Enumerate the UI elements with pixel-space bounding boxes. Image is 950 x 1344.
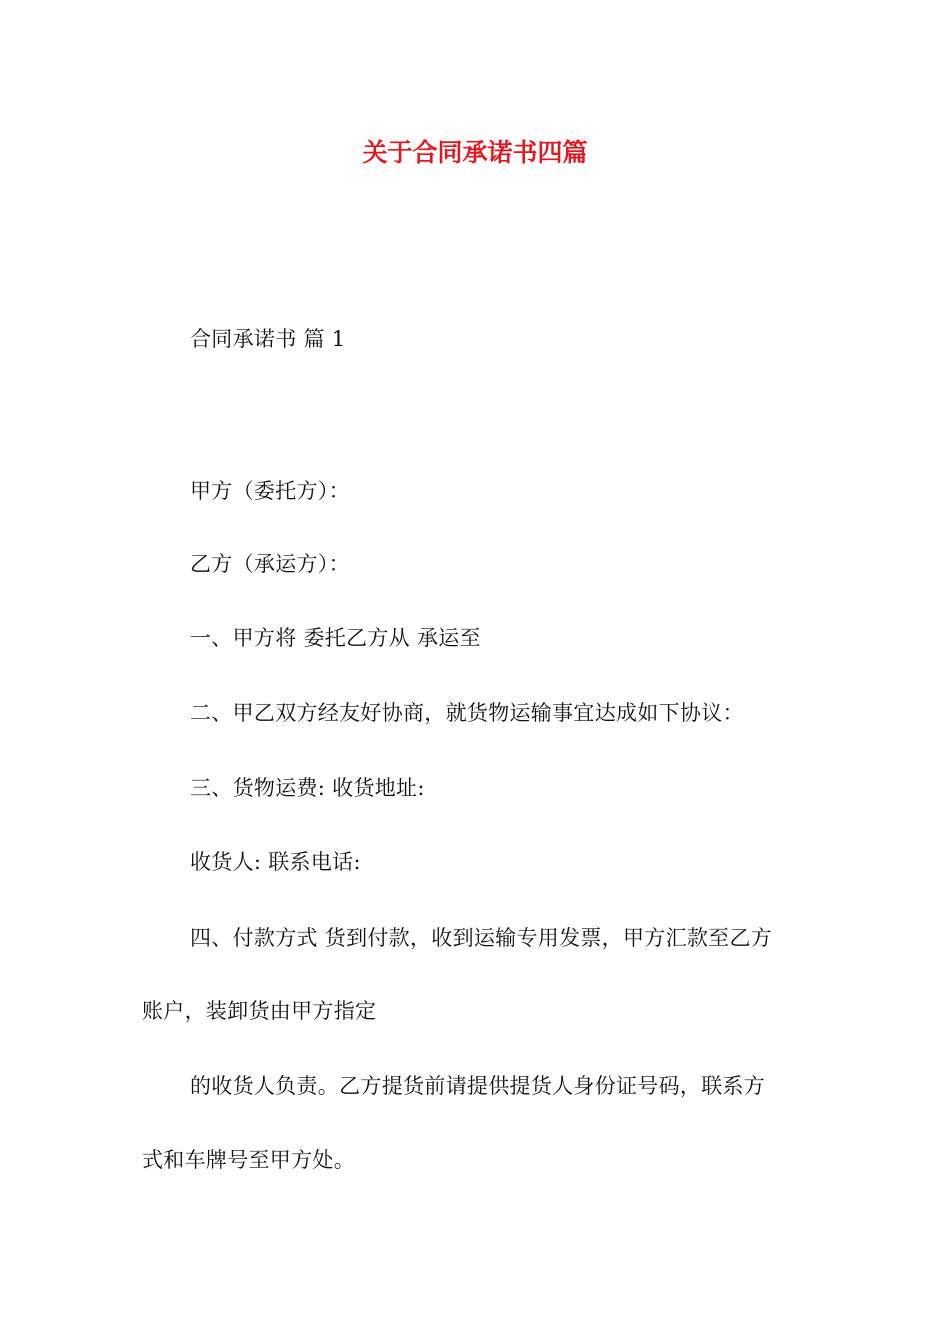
consignee-responsibility-continued: 式和车牌号至甲方处。 [142, 1148, 355, 1172]
party-a-line: 甲方（委托方）： [190, 479, 350, 503]
clause-3: 三、货物运费: 收货地址: [190, 776, 425, 800]
clause-4: 四、付款方式 货到付款，收到运输专用发票，甲方汇款至乙方 [190, 926, 773, 950]
consignee-responsibility: 的收货人负责。乙方提货前请提供提货人身份证号码，联系方 [190, 1074, 766, 1098]
clause-1: 一、甲方将 委托乙方从 承运至 [190, 626, 481, 650]
clause-2: 二、甲乙双方经友好协商，就货物运输事宜达成如下协议： [190, 701, 744, 725]
page-title: 关于合同承诺书四篇 [362, 138, 588, 167]
clause-4-continued: 账户，装卸货由甲方指定 [142, 999, 377, 1023]
consignee-line: 收货人: 联系电话: [190, 850, 361, 874]
section-heading: 合同承诺书 篇 1 [190, 327, 346, 351]
party-b-line: 乙方（承运方）： [190, 552, 350, 576]
